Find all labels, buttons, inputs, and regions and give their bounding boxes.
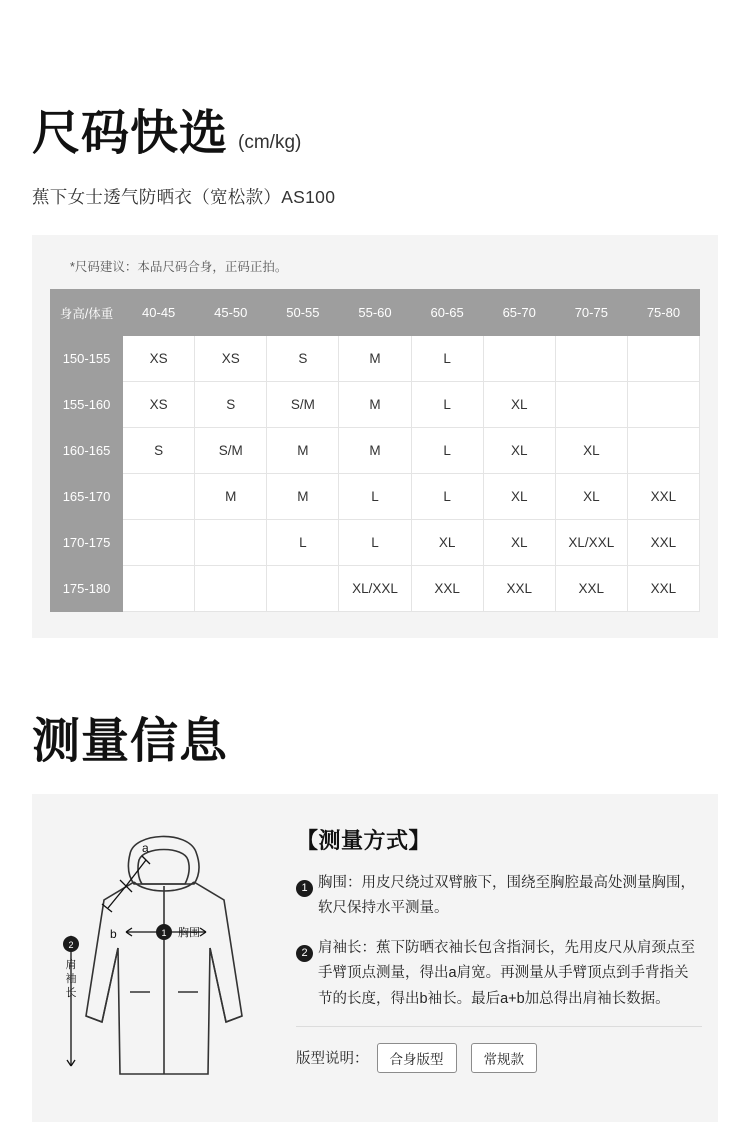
table-cell: XS (123, 382, 195, 428)
table-cell: L (339, 520, 411, 566)
table-cell (555, 382, 627, 428)
table-cell (627, 428, 699, 474)
measurement-item-number (296, 875, 318, 893)
number-badge: 2 (296, 945, 313, 962)
label-a: a (142, 841, 149, 855)
table-cell: XL/XXL (339, 566, 411, 612)
table-cell: M (339, 428, 411, 474)
section-title-row (32, 0, 718, 158)
table-cell: XXL (627, 520, 699, 566)
table-cell (627, 336, 699, 382)
table-cell: L (339, 474, 411, 520)
table-row-header: 160-165 (51, 428, 123, 474)
table-row (51, 520, 700, 566)
table-cell (123, 566, 195, 612)
table-cell: S/M (195, 428, 267, 474)
size-note: *尺码建议：本品尺码合身，正码正拍。 (70, 260, 288, 274)
table-cell: XS (195, 336, 267, 382)
table-cell: M (339, 336, 411, 382)
table-col-header: 55-60 (339, 290, 411, 336)
table-corner-header: 身高/体重 (51, 290, 123, 336)
table-cell: S (195, 382, 267, 428)
table-cell: S (267, 336, 339, 382)
table-cell: XL (555, 428, 627, 474)
table-row (51, 474, 700, 520)
table-col-header: 45-50 (195, 290, 267, 336)
table-cell (123, 520, 195, 566)
measurement-info-section (0, 715, 750, 1122)
table-cell: XXL (627, 566, 699, 612)
table-cell: L (411, 428, 483, 474)
measurement-card (32, 794, 718, 1122)
pattern-label: 版型说明： (296, 1051, 369, 1068)
table-row (51, 382, 700, 428)
label-shoulder-3: 长 (65, 987, 77, 999)
pattern-tag-fit: 合身版型 (377, 1043, 457, 1073)
table-header-row (51, 290, 700, 336)
table-cell: M (195, 474, 267, 520)
measurement-method-title: 【测量方式】 (296, 828, 432, 853)
table-row (51, 428, 700, 474)
measurement-item-text: 胸围：用皮尺绕过双臂腋下，围绕至胸腔最高处测量胸围，软尺保持水平测量。 (318, 875, 695, 917)
measurement-item (296, 936, 702, 1012)
pattern-tag-style: 常规款 (471, 1043, 538, 1073)
label-shoulder-1: 肩 (65, 959, 77, 971)
table-cell: XL (483, 428, 555, 474)
table-cell (123, 474, 195, 520)
table-col-header: 70-75 (555, 290, 627, 336)
table-cell: XL (411, 520, 483, 566)
table-cell (555, 336, 627, 382)
number-badge: 1 (296, 880, 313, 897)
table-row-header: 165-170 (51, 474, 123, 520)
measurement-item (296, 871, 702, 922)
measurement-item-number (296, 940, 318, 958)
table-row-header: 175-180 (51, 566, 123, 612)
chest-measure-marker (156, 924, 172, 940)
table-row-header: 170-175 (51, 520, 123, 566)
table-cell: L (411, 474, 483, 520)
jacket-diagram (38, 816, 290, 1096)
table-cell (195, 566, 267, 612)
table-cell: XXL (483, 566, 555, 612)
size-table (50, 289, 700, 612)
table-cell: L (411, 336, 483, 382)
table-cell (267, 566, 339, 612)
shoulder-sleeve-measure-marker (63, 936, 79, 952)
svg-text:1: 1 (161, 928, 167, 938)
table-cell: M (267, 474, 339, 520)
measurement-title: 测量信息 (32, 715, 229, 768)
pattern-description-row (296, 1026, 702, 1073)
table-cell: XL/XXL (555, 520, 627, 566)
table-cell: XXL (411, 566, 483, 612)
table-col-header: 60-65 (411, 290, 483, 336)
product-name: 蕉下女士透气防晒衣（宽松款）AS100 (32, 187, 336, 207)
label-chest: 胸围 (178, 927, 200, 939)
table-cell: XL (555, 474, 627, 520)
unit-label: (cm/kg) (238, 132, 302, 153)
table-col-header: 50-55 (267, 290, 339, 336)
table-row (51, 336, 700, 382)
table-cell: S (123, 428, 195, 474)
table-cell: L (267, 520, 339, 566)
table-col-header: 65-70 (483, 290, 555, 336)
table-cell: XL (483, 382, 555, 428)
table-cell: L (411, 382, 483, 428)
table-cell: XL (483, 474, 555, 520)
size-table-card (32, 235, 718, 638)
label-b: b (110, 927, 117, 941)
table-cell: XL (483, 520, 555, 566)
svg-text:2: 2 (68, 940, 74, 950)
table-cell (627, 382, 699, 428)
jacket-illustration-svg (38, 816, 290, 1096)
table-cell: M (339, 382, 411, 428)
table-cell: XS (123, 336, 195, 382)
table-cell (195, 520, 267, 566)
table-row (51, 566, 700, 612)
table-cell (483, 336, 555, 382)
table-col-header: 40-45 (123, 290, 195, 336)
table-col-header: 75-80 (627, 290, 699, 336)
table-cell: XXL (555, 566, 627, 612)
table-cell: M (267, 428, 339, 474)
table-cell: S/M (267, 382, 339, 428)
table-cell: XXL (627, 474, 699, 520)
page-title: 尺码快选 (32, 107, 229, 160)
label-shoulder-2: 袖 (65, 973, 77, 985)
measurement-item-text: 肩袖长：蕉下防晒衣袖长包含指洞长，先用皮尺从肩颈点至手臂顶点测量，得出a肩宽。再测量从手臂顶点到手背指关节的长度，得出b袖长。最后a+b加总得出肩袖长数据。 (318, 939, 695, 1007)
table-row-header: 155-160 (51, 382, 123, 428)
measurement-instructions (290, 816, 702, 1096)
table-row-header: 150-155 (51, 336, 123, 382)
